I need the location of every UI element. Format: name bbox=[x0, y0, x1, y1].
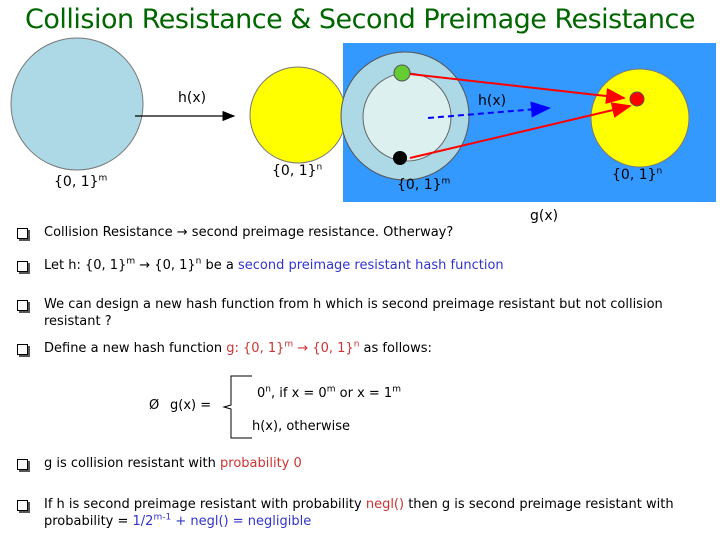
bullet-box-icon bbox=[17, 500, 28, 511]
g-label: g(x) bbox=[530, 208, 559, 224]
page-title: Collision Resistance & Second Preimage Resistance bbox=[25, 4, 695, 35]
bullet-g-collision: g is collision resistant with probability 0 bbox=[17, 455, 302, 472]
definition-case-1: 0$^n$, if $x = 0^m$ or $x = 1^m$ bbox=[257, 384, 401, 401]
right-range-label: {0, 1}$^n$ bbox=[612, 166, 663, 183]
bullet-g-second-preimage: If h is second preimage resistant with probability negl() then g is second preimage resistant with probability = $1/2^{m-1}$ + negl() = negligible bbox=[17, 496, 689, 530]
definition-lhs: g(x) = bbox=[170, 398, 212, 413]
right-domain-label: {0, 1}$^m$ bbox=[397, 176, 451, 193]
definition-marker: Ø bbox=[149, 398, 160, 413]
bullet-collision-vs-second-preimage: Collision Resistance → second preimage resistance. Otherway? bbox=[17, 224, 453, 241]
bullet-design-new-hash: We can design a new hash function from h which is second preimage resistant but not collision resistant ? bbox=[17, 296, 677, 330]
bullet-box-icon bbox=[17, 459, 28, 470]
definition-case-2: h(x), otherwise bbox=[252, 419, 350, 434]
left-domain-label: {0, 1}$^m$ bbox=[54, 173, 108, 190]
left-range-label: {0, 1}$^n$ bbox=[272, 162, 323, 179]
left-arrow-label: h(x) bbox=[178, 90, 207, 106]
implies-arrow-icon: → bbox=[176, 225, 188, 240]
right-arrow-label: h(x) bbox=[478, 93, 507, 109]
bullet-define-g: Define a new hash function g: {0, 1}$^m$ → {0, 1}$^n$ as follows: bbox=[17, 340, 432, 357]
bullet-let-h: Let h: {0, 1}$^m$ → {0, 1}$^n$ be a second preimage resistant hash function bbox=[17, 257, 504, 274]
